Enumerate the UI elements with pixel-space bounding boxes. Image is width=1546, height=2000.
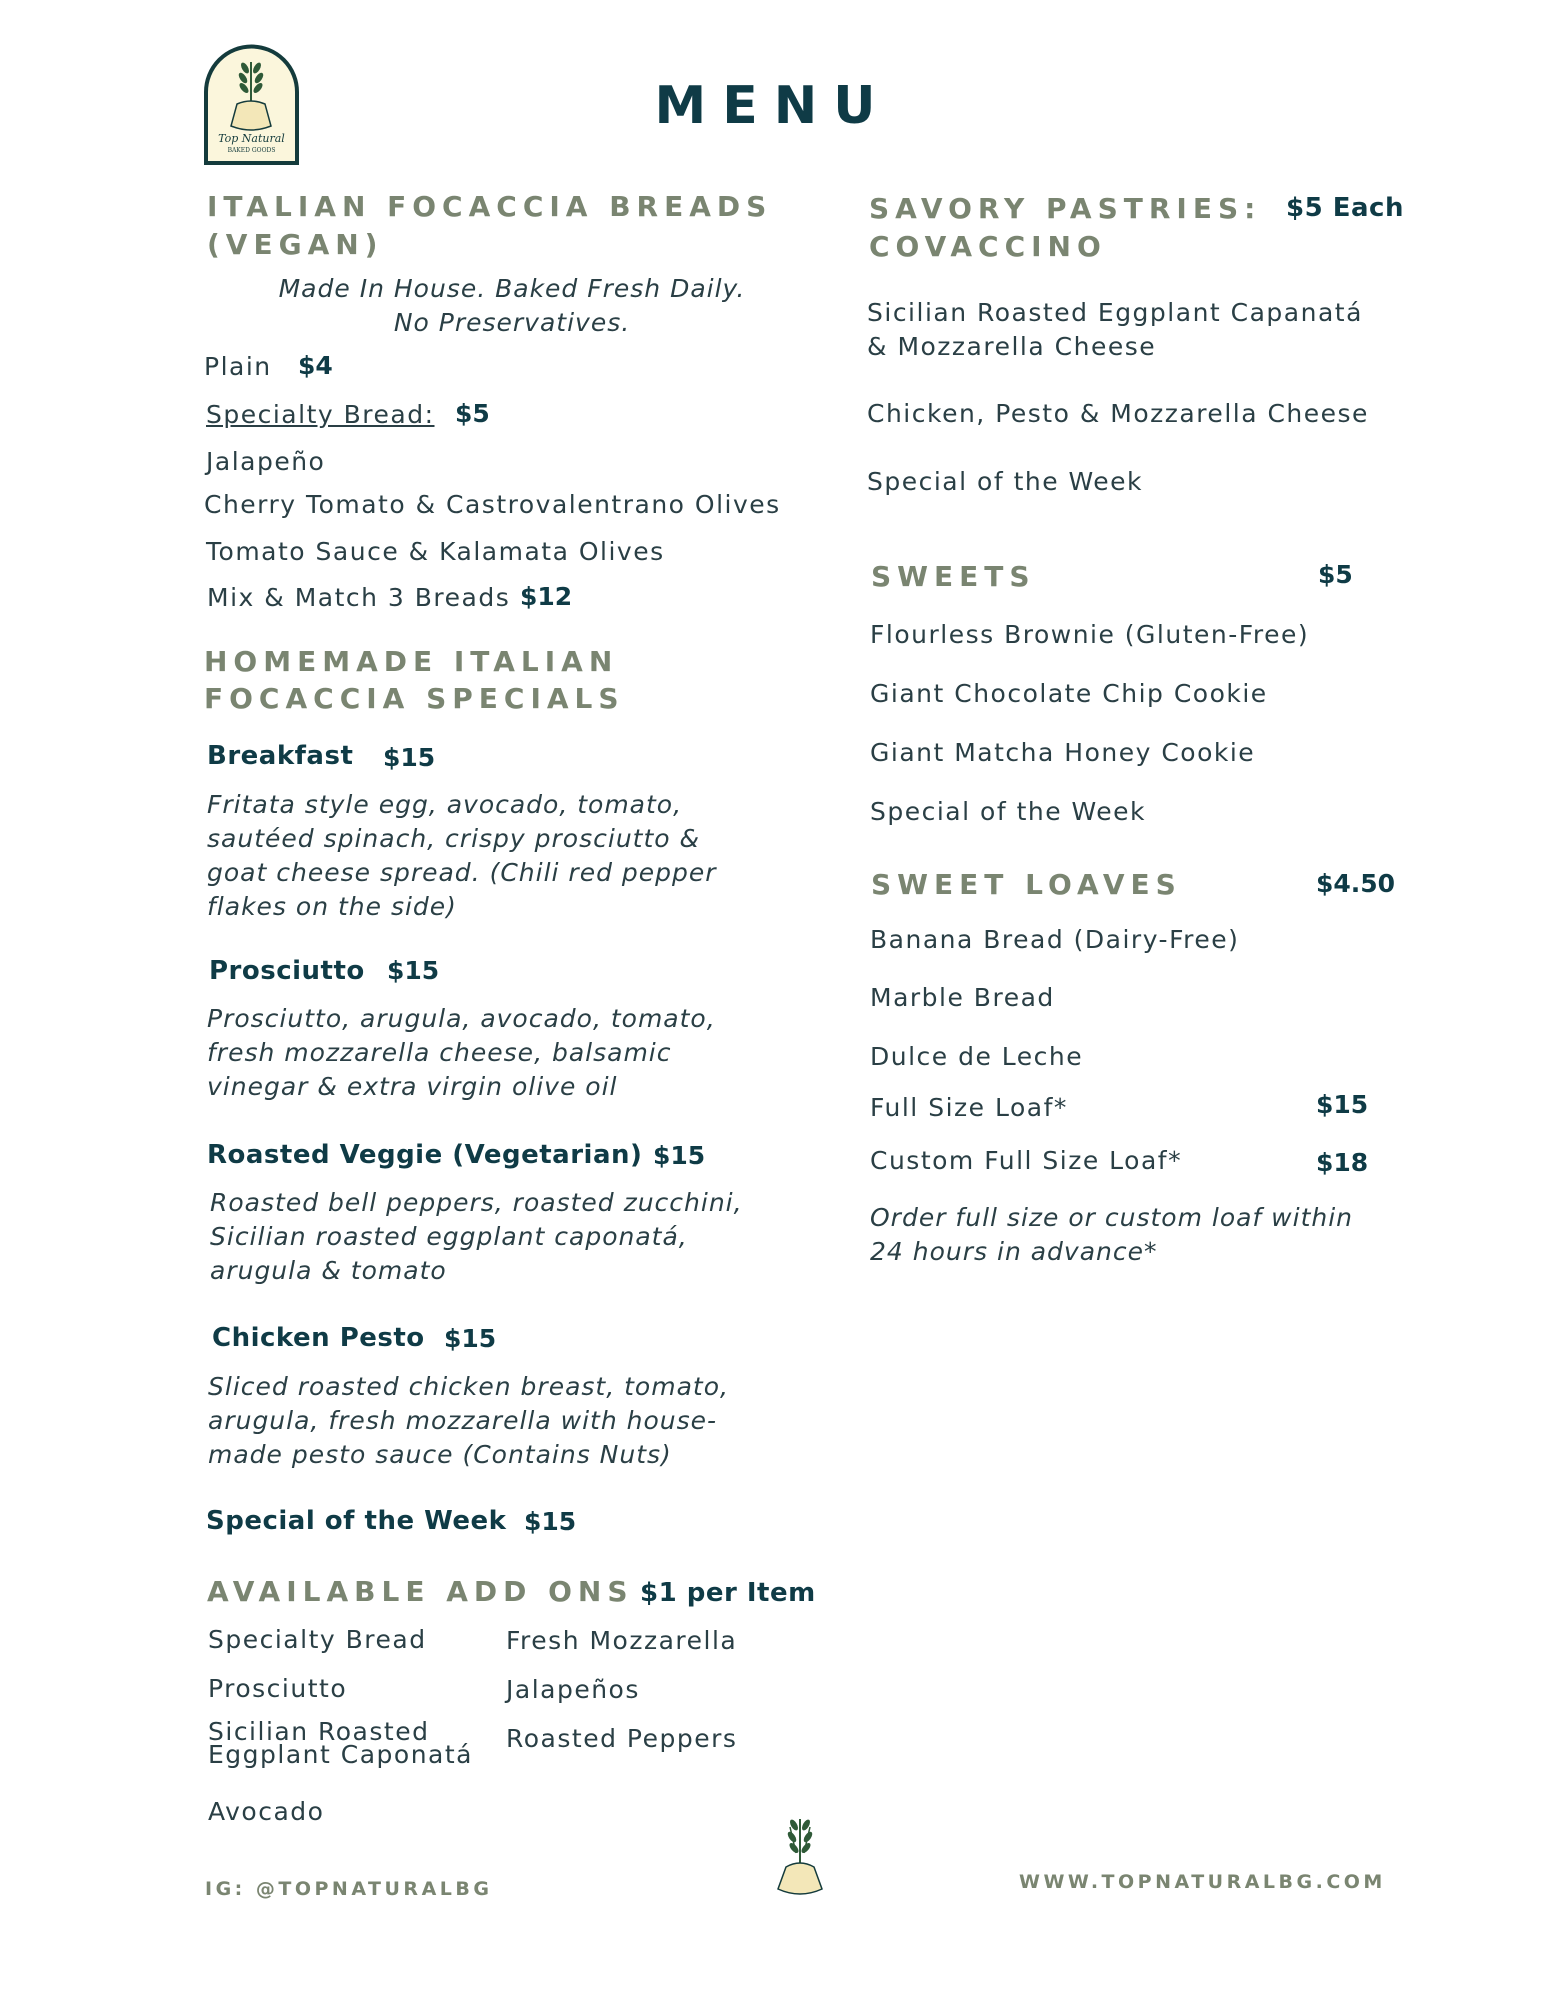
specials-heading-2: FOCACCIA SPECIALS — [204, 682, 625, 715]
focaccia-heading-2: (VEGAN) — [207, 228, 384, 261]
special-price-prosciutto: $15 — [387, 956, 440, 985]
special-desc: Sliced roasted chicken breast, tomato, — [208, 1372, 729, 1401]
special-name-veggie: Roasted Veggie (Vegetarian) — [207, 1140, 643, 1170]
special-name-prosciutto: Prosciutto — [209, 956, 365, 986]
special-price-veggie: $15 — [653, 1141, 706, 1170]
logo-text: Top Natural — [218, 132, 285, 145]
loaves-note: Order full size or custom loaf within — [870, 1203, 1354, 1232]
addon-item: Avocado — [208, 1797, 325, 1826]
addon-item: Roasted Peppers — [506, 1724, 738, 1753]
special-name-chicken-pesto: Chicken Pesto — [212, 1323, 425, 1353]
addon-item: Jalapeños — [506, 1675, 640, 1704]
savory-heading-1: SAVORY PASTRIES: — [869, 192, 1262, 225]
savory-item: Sicilian Roasted Eggplant Capanatá — [867, 298, 1363, 327]
specialty-label: Specialty Bread: — [206, 400, 435, 429]
sweets-item: Special of the Week — [870, 797, 1147, 826]
addon-item: Prosciutto — [208, 1674, 348, 1703]
savory-price: $5 Each — [1286, 193, 1404, 223]
custom-loaf-label: Custom Full Size Loaf* — [870, 1146, 1183, 1175]
full-loaf-label: Full Size Loaf* — [870, 1093, 1068, 1122]
sweets-item: Giant Chocolate Chip Cookie — [870, 679, 1268, 708]
custom-loaf-price: $18 — [1316, 1148, 1369, 1177]
special-desc: Fritata style egg, avocado, tomato, — [207, 790, 683, 819]
sweets-heading: SWEETS — [871, 560, 1036, 593]
focaccia-item: Jalapeño — [206, 447, 326, 476]
addon-item: Sicilian Roasted — [208, 1717, 430, 1746]
special-desc: vinegar & extra virgin olive oil — [207, 1072, 618, 1101]
special-desc: goat cheese spread. (Chili red pepper — [207, 858, 717, 887]
special-desc: arugula & tomato — [210, 1256, 447, 1285]
mix-label: Mix & Match 3 Breads — [207, 583, 511, 612]
loaves-heading: SWEET LOAVES — [871, 868, 1182, 901]
focaccia-tagline-1: Made In House. Baked Fresh Daily. — [278, 274, 746, 303]
addon-item: Eggplant Caponatá — [208, 1740, 473, 1769]
loaves-item: Banana Bread (Dairy-Free) — [870, 925, 1240, 954]
addon-item: Fresh Mozzarella — [506, 1626, 738, 1655]
special-week-name: Special of the Week — [206, 1506, 507, 1536]
savory-item: Special of the Week — [867, 467, 1144, 496]
plain-label: Plain — [204, 352, 272, 381]
sweets-item: Giant Matcha Honey Cookie — [870, 738, 1256, 767]
special-price-chicken-pesto: $15 — [444, 1324, 497, 1353]
special-desc: Sicilian roasted eggplant caponatá, — [210, 1222, 688, 1251]
loaves-price: $4.50 — [1316, 869, 1396, 898]
special-desc: flakes on the side) — [207, 892, 457, 921]
special-desc: arugula, fresh mozzarella with house- — [208, 1406, 718, 1435]
addons-price: $1 per Item — [640, 1578, 816, 1608]
footer-sack-icon — [772, 1815, 828, 1897]
savory-item: & Mozzarella Cheese — [867, 332, 1157, 361]
mix-price: $12 — [520, 582, 573, 611]
special-name-breakfast: Breakfast — [207, 741, 354, 771]
loaves-item: Dulce de Leche — [870, 1042, 1084, 1071]
special-desc: Prosciutto, arugula, avocado, tomato, — [207, 1004, 716, 1033]
sweets-price: $5 — [1318, 560, 1353, 589]
savory-item: Chicken, Pesto & Mozzarella Cheese — [867, 399, 1369, 428]
loaves-note: 24 hours in advance* — [870, 1237, 1158, 1266]
website-url: WWW.TOPNATURALBG.COM — [1019, 1871, 1386, 1893]
sweets-item: Flourless Brownie (Gluten-Free) — [870, 620, 1310, 649]
focaccia-heading-1: ITALIAN FOCACCIA BREADS — [207, 190, 773, 223]
special-desc: Roasted bell peppers, roasted zucchini, — [210, 1188, 743, 1217]
special-desc: fresh mozzarella cheese, balsamic — [207, 1038, 672, 1067]
addon-item: Specialty Bread — [208, 1625, 427, 1654]
focaccia-item: Tomato Sauce & Kalamata Olives — [206, 537, 665, 566]
special-price-breakfast: $15 — [383, 743, 436, 772]
special-week-price: $15 — [524, 1507, 577, 1536]
savory-heading-2: COVACCINO — [869, 230, 1107, 263]
specialty-price: $5 — [455, 399, 490, 428]
specials-heading-1: HOMEMADE ITALIAN — [204, 645, 619, 678]
loaves-item: Marble Bread — [870, 983, 1055, 1012]
focaccia-tagline-2: No Preservatives. — [393, 308, 631, 337]
logo-subtext: BAKED GOODS — [227, 147, 276, 154]
special-desc: made pesto sauce (Contains Nuts) — [208, 1440, 672, 1469]
instagram-handle: IG: @TOPNATURALBG — [205, 1878, 493, 1900]
full-loaf-price: $15 — [1316, 1090, 1369, 1119]
special-desc: sautéed spinach, crispy prosciutto & — [207, 824, 701, 853]
addons-heading: AVAILABLE ADD ONS — [207, 1575, 634, 1608]
plain-price: $4 — [298, 351, 333, 380]
focaccia-item: Cherry Tomato & Castrovalentrano Olives — [204, 490, 781, 519]
page-title: MENU — [654, 76, 892, 136]
